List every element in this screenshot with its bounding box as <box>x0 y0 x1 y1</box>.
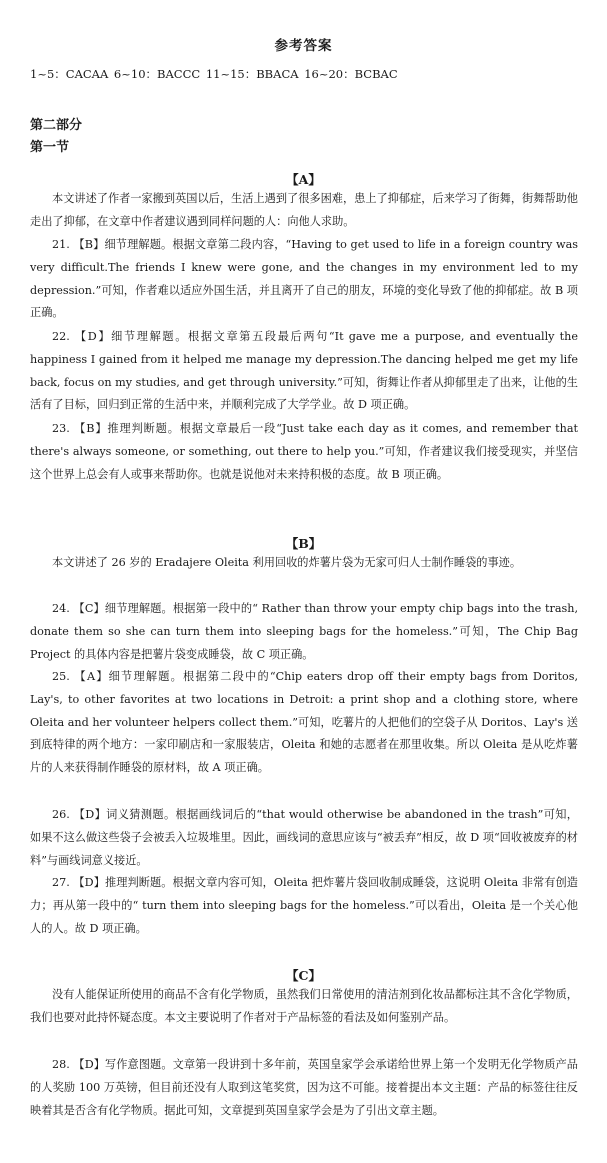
question-26-explanation: 26. 【D】词义猜测题。根据画线词后的“that would otherwise be abandoned in the trash”可知，如果不这么做这些袋子会被丢入垃圾堆里。因此，画线词的意思应该与“被丢弃”相反，故 D 项“回收被废弃的材料”与画线词意义接近。 <box>30 808 578 867</box>
passage-c-summary: 没有人能保证所使用的商品不含有化学物质，虽然我们日常使用的清洁剂到化妆品都标注其不含化学物质，我们也要对此持怀疑态度。本文主要说明了作者对于产品标签的看法及如何鉴别产品。 <box>30 988 578 1024</box>
question-23-explanation: 23. 【B】推理判断题。根据文章最后一段“Just take each day as it comes, and remember that there's always someone, or something, out there to help you.”可知，作者建议我们接受现实，并坚信这个世界上总会有人或事来帮助你。也就是说他对未来持积极的态度。故 B 项正确。 <box>30 422 578 481</box>
question-24-explanation: 24. 【C】细节理解题。根据第一段中的“ Rather than throw your empty chip bags into the trash, donate them so she can turn them into sleeping bags for the homeless.”可知，The Chip Bag Project 的具体内容是把薯片袋变成睡袋，故 C 项正确。 <box>30 602 578 661</box>
page-title: 参考答案 <box>274 38 333 54</box>
question-25-explanation: 25. 【A】细节理解题。根据第二段中的“Chip eaters drop off their empty bags from Doritos, Lay's, to other favorites at two locations in Detroit: a print shop and a clothing store, where Oleita and her volunteer helpers collect them.”可知，吃薯片的人把他们的空袋子从 Doritos、Lay's 送到底特律的两个地方：一家印刷店和一家服装店，Oleita 和她的志愿者在那里收集。所以 Oleita 是从吃炸薯片的人来获得制作睡袋的原材料，故 A 项正确。 <box>30 670 578 775</box>
part-heading: 第二部分 <box>30 118 83 133</box>
question-21-explanation: 21. 【B】细节理解题。根据文章第二段内容，“Having to get used to life in a foreign country was very difficult.The friends I knew were gone, and the changes in my environment led to my depression.”可知，作者难以适应外国生活，并且离开了自己的朋友，环境的变化导致了他的抑郁症。故 B 项正确。 <box>30 238 578 320</box>
question-27-explanation: 27. 【D】推理判断题。根据文章内容可知，Oleita 把炸薯片袋回收制成睡袋，这说明 Oleita 非常有创造力；再从第一段中的“ turn them into sleeping bags for the homeless.”可以看出，Oleita 是一个关心他人的人。故 D 项正确。 <box>30 876 578 935</box>
passage-a-summary: 本文讲述了作者一家搬到英国以后，生活上遇到了很多困难，患上了抑郁症，后来学习了街舞，街舞帮助他走出了抑郁，在文章中作者建议遇到同样问题的人：向他人求助。 <box>30 192 578 228</box>
passage-b-label: 【B】 <box>285 536 322 551</box>
passage-a-label: 【A】 <box>286 172 321 187</box>
question-28-explanation: 28. 【D】写作意图题。文章第一段讲到十多年前，英国皇家学会承诺给世界上第一个发明无化学物质产品的人奖励 100 万英镑，但目前还没有人取到这笔奖赏，因为这不可能。接着提出本文主题：产品的标签往往反映着其是否含有化学物质。据此可知，文章提到英国皇家学会是为了引出文章主题。 <box>30 1058 578 1117</box>
multiple-choice-answer-line: 1~5：CACAA 6~10：BACCC 11~15：BBACA 16~20：BCBAC <box>30 67 398 81</box>
passage-b-summary: 本文讲述了 26 岁的 Eradajere Oleita 利用回收的炸薯片袋为无家可归人士制作睡袋的事迹。 <box>52 556 522 569</box>
section-heading: 第一节 <box>30 140 70 155</box>
question-22-explanation: 22. 【D】细节理解题。根据文章第五段最后两句“It gave me a purpose, and eventually the happiness I gained from it helped me manage my depression.The dancing helped me get my life back, focus on my studies, and get through university.”可知，街舞让作者从抑郁里走了出来，让他的生活有了目标，回归到正常的生活中来，并顺利完成了大学学业。故 D 项正确。 <box>30 330 578 412</box>
passage-c-label: 【C】 <box>286 968 321 983</box>
